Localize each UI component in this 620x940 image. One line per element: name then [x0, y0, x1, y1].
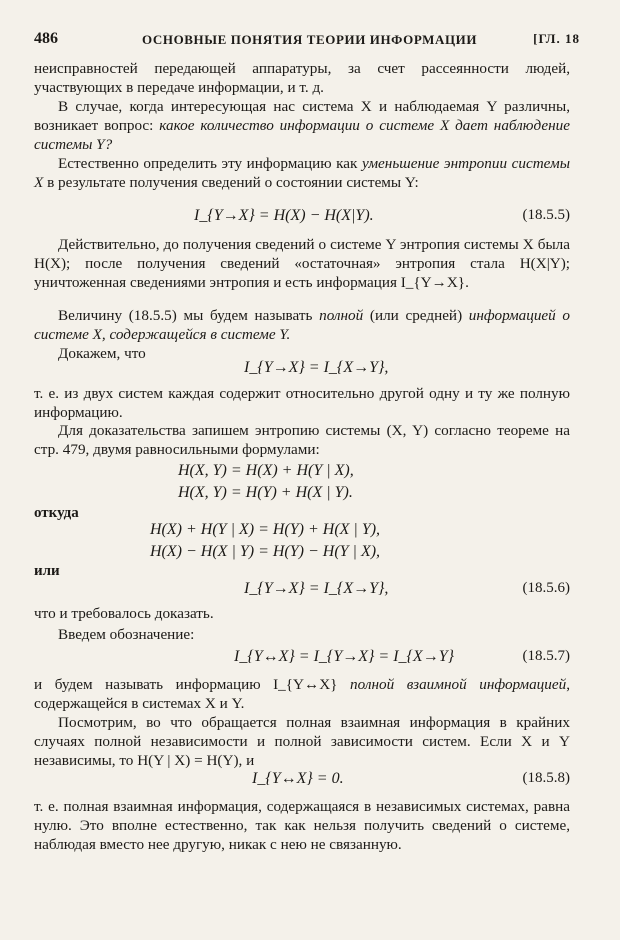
equation-body: I_{Y↔X} = 0.: [252, 770, 344, 787]
emphasis-term: уменьшение энтропии системы X: [34, 155, 571, 191]
paragraph-qed: [34, 604, 570, 623]
paragraph-continuation: [34, 59, 570, 97]
equation-18-5-8: [34, 770, 570, 792]
paragraph-extreme-cases: [34, 713, 570, 770]
equation-label: (18.5.7): [522, 648, 570, 664]
paragraph-mutual-info: [34, 675, 570, 713]
equation-label: (18.5.6): [522, 580, 570, 596]
running-title: ОСНОВНЫЕ ПОНЯТИЯ ТЕОРИИ ИНФОРМАЦИИ: [142, 32, 478, 47]
paragraph-text: т. е. полная взаимная информация, содержащаяся в независимых системах, равна нулю. Это вполне естественно, так как нельзя получить сведений о системе, наблюдая вместо нее другую, никак с нею не связанную.: [34, 798, 570, 853]
paragraph-text: неисправностей передающей аппаратуры, за счет рассеянности людей, участвующих в передаче информации, и т. д.: [34, 60, 570, 96]
equation-label: (18.5.8): [522, 770, 570, 786]
paragraph-text: Докажем, что: [58, 345, 146, 362]
paragraph-definition: [34, 154, 570, 192]
equation-body: H(X) − H(X | Y) = H(Y) − H(Y | X),: [150, 543, 381, 560]
equation-18-5-5: [34, 207, 570, 229]
paragraph-text: (или средней): [363, 307, 469, 324]
paragraph-text: Для доказательства запишем энтропию системы (X, Y) согласно теореме на стр. 479, двумя равносильными формулами:: [34, 422, 570, 458]
paragraph-explanation: [34, 235, 570, 292]
chapter-marker: [ГЛ. 18: [533, 31, 580, 46]
equation-joint-entropy-1: [34, 462, 570, 484]
emphasis-term: полной взаимной информацией: [350, 676, 567, 693]
equation-label: (18.5.5): [522, 207, 570, 223]
emphasis-term: информацией о системе X, содержащейся в системе Y.: [34, 307, 571, 343]
equation-body: H(X) + H(Y | X) = H(Y) + H(X | Y),: [150, 521, 381, 538]
paragraph-notation: [34, 625, 570, 644]
paragraph-text: что и требовалось доказать.: [34, 605, 214, 622]
equation-body: I_{Y→X} = I_{X→Y},: [244, 580, 389, 597]
paragraph-text: Действительно, до получения сведений о системе Y энтропия системы X была H(X); после получения сведений «остаточная» энтропия стала H(X|Y); уничтоженная сведениями энтропия и есть информация I_{Y→X}.: [34, 236, 570, 291]
equation-18-5-6: [34, 580, 570, 602]
equation-18-5-7: [34, 648, 570, 670]
equation-symmetry: [34, 359, 570, 381]
paragraph-text: Посмотрим, во что обращается полная взаимная информация в крайних случаях полной независимости и полной зависимости систем. Если X и Y независимы, то H(Y | X) = H(Y), и: [34, 714, 570, 769]
paragraph-proof-setup: [34, 421, 570, 459]
paragraph-text: , содержащейся в системах X и Y.: [34, 676, 570, 712]
running-header: [34, 30, 580, 50]
word-ili: или: [34, 563, 60, 579]
equation-combined: [34, 521, 570, 543]
paragraph-text: и будем называть информацию I_{Y↔X}: [34, 676, 351, 693]
equation-rearranged: [34, 543, 570, 565]
equation-joint-entropy-2: [34, 484, 570, 506]
paragraph-naming: [34, 306, 570, 344]
equation-body: I_{Y↔X} = I_{Y→X} = I_{X→Y}: [234, 648, 454, 665]
paragraph-text: т. е. из двух систем каждая содержит относительно другой одну и ту же полную информацию.: [34, 385, 570, 421]
paragraph-text: Введем обозначение:: [58, 626, 195, 643]
equation-body: H(X, Y) = H(Y) + H(X | Y).: [178, 484, 353, 501]
emphasis-term: полной: [319, 307, 364, 324]
equation-body: H(X, Y) = H(X) + H(Y | X),: [178, 462, 354, 479]
paragraph-question: [34, 97, 570, 154]
equation-body: I_{Y→X} = H(X) − H(X|Y).: [194, 207, 374, 224]
paragraph-meaning: [34, 384, 570, 422]
paragraph-text: Естественно определить эту информацию как: [58, 155, 362, 172]
page-number: 486: [34, 30, 58, 47]
paragraph-text: В случае, когда интересующая нас система X и наблюдаемая Y различны, возникает вопрос:: [34, 98, 570, 134]
paragraph-text: Величину (18.5.5) мы будем называть: [58, 307, 320, 324]
paragraph-conclusion: [34, 797, 570, 854]
equation-body: I_{Y→X} = I_{X→Y},: [244, 359, 389, 376]
paragraph-text: в результате получения сведений о состоянии системы Y:: [43, 174, 419, 191]
word-otkuda: откуда: [34, 505, 79, 521]
emphasis-question: какое количество информации о системе X дает наблюдение системы Y?: [34, 117, 570, 153]
